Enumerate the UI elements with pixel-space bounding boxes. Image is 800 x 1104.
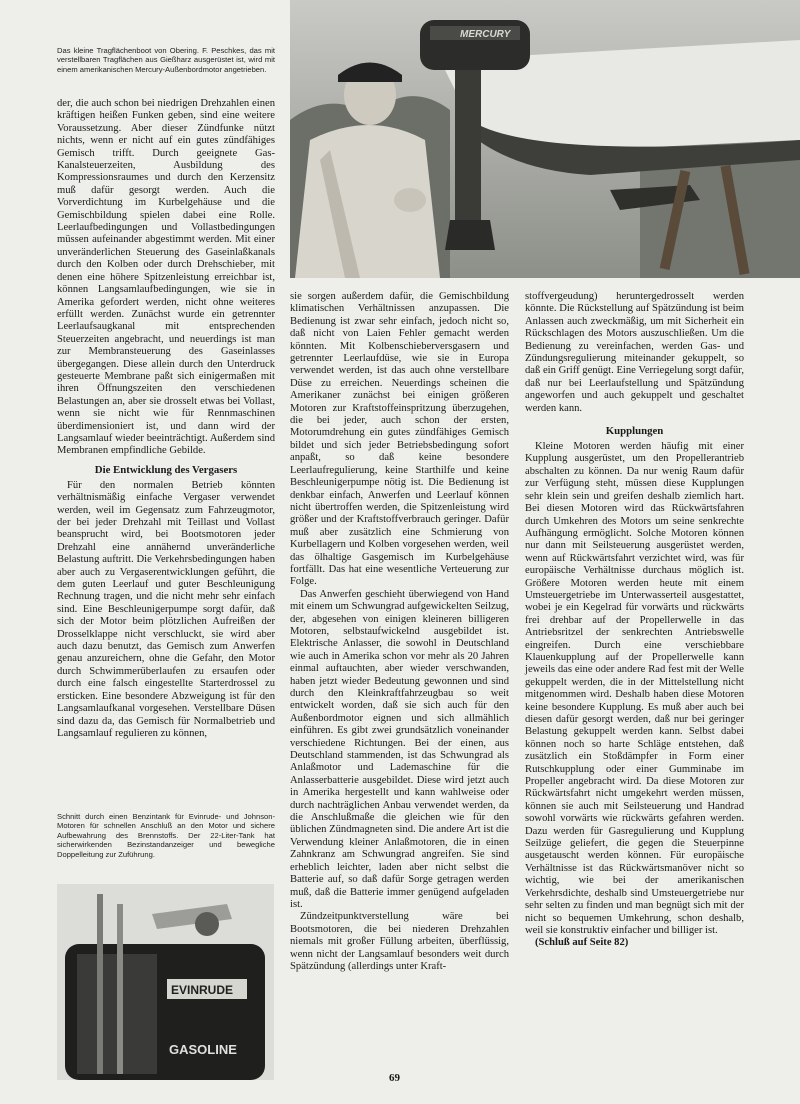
heading-vergaser: Die Entwicklung des Vergasers [94,463,238,476]
column-2-paragraph-3: Zündzeitpunktverstellung wäre bei Bootsmotoren, die bei niederen Drehzahlen niemals mit großer Füllung arbeiten, überflüssig, wenn nicht der Langsamlauf besonders weit durch Spätzündung (allerdings unter Kraft- [290,911,509,972]
column-3-paragraph-2: Kleine Motoren werden häufig mit einer Kupplung ausgerüstet, um den Propellerantrieb abschalten zu können. Da nur wenig Raum dafür zur Verfügung steht, müssen diese Kupplungen sehr klein sein und greifen deshalb ziemlich hart. Bei diesen Motoren wird das Rückwärtsfahren durch Umkehren des Motors um seine senkrechte Aufhängung ermöglicht. Solche Motoren können nur dann mit Seilsteuerung ausgerüstet werden, wenn auf Rückwärtsfahrt verzichtet wird, was für europäische Verhältnisse durchaus möglich ist. Größere Motoren werden heute mit einem Umsteuergetriebe im Unterwasserteil ausgestattet, wobei je ein Kegelrad für vorwärts und rückwärts frei drehbar auf der Propellerwelle in das Antriebsritzel der senkrechten Antriebswelle eingreifen. Durch eine verschiebbare Klauenkupplung auf der Propellerwelle kann jeweils das eine oder andere Rad fest mit der Welle gekuppelt werden, die in der Mittelstellung nicht mitgenommen wird. Deshalb haben diese Motoren keine besondere Kupplung. Es muß aber auch bei diesen dafür gesorgt werden, daß nur bei geringer Belastung gekuppelt werden kann. Selbst dabei können noch so harte Schläge entstehen, daß zusätzlich ein Stoßdämpfer in Form einer Rutschkupplung oder einer Gumminabe im Propeller angebracht wird. Da diese Motoren zur Rückwärtsfahrt nicht umgekehrt werden müssen, können sie auch mit Seilsteuerung und Handrad sowohl vorwärts wie rückwärts gefahren werden. Dazu werden für Gasregulierung und Kupplung Seilzüge geliefert, die gegen die Steuerpinne ausgetauscht werden können. Für europäische Verhältnisse ist das Rückwärtsmanöver nicht so wichtig, wie bei der amerikanischen Verkehrsdichte, deshalb sind Umsteuergetriebe nur sehr selten zu finden und man begnügt sich mit der nicht so bequemen Umkehrung, schon deshalb, weil sie konstruktiv einfacher und billiger ist. [525,441,744,936]
tank-brand-text: EVINRUDE [171,983,234,997]
continuation-reference: (Schluß auf Seite 82) [535,937,629,949]
column-2-paragraph-2: Das Anwerfen geschieht überwiegend von Hand mit einem um Schwungrad aufgewickelten Seilzug, der, abgesehen von einigen kleineren billigeren Motoren, selbstaufwickelnd ausgebildet ist. Elektrische Anlasser, die sowohl in Deutschland wie auch in Amerika schon vor mehr als 20 Jahren einmal auftauchten, aber wieder verschwanden, haben jetzt wieder Bedeutung gewonnen und sind durch den Kleinkraftfahrzeugbau so weit entwickelt worden, daß sie sich auch für den Außenbordmotor eignen und sich allmählich einführen. Es gibt zwei grundsätzlich voneinander verschiedene Richtungen. Bei der einen, aus Deutschland stammenden, ist das Schwungrad als Anlaßmotor und Lademaschine für die Anlasserbatterie ausgebildet. Diese wird jetzt auch in Amerika hergestellt und kann wahlweise oder durch nachträglichen Anbau verwendet werden, da die Anschlußmaße die gleichen wie für den üblichen Zündmagneten sind. Die andere Art ist die Verwendung kleiner Anlaßmotoren, die in einen Zahnkranz am Schwungrad angreifen. Sie sind erheblich leichter, laden aber nicht selbst die Batterie auf, so daß dafür Sorge getragen werden muß, daß die Batterie immer genügend aufgeladen ist. [290,588,509,910]
motor-brand-text: MERCURY [460,29,511,40]
column-2-paragraph-1: sie sorgen außerdem dafür, die Gemischbildung klimatischen Verhältnissen anzupassen. Die Bedienung ist zwar sehr einfach, jedoch nicht so, daß nicht von Laien Fehler gemacht werden könnten. Mit Kolbenschieberversgasern und getrennter Leerlaufdüse, wie sie in Europa verwendet werden, ist das auch ohne verstellbare Düse zu erreichen. Neuerdings scheinen die Amerikaner zunächst bei einigen größeren Motoren zur Kraftstoffeinspritzung überzugehen, die bei jeder, auch schon der ersten, Motorumdrehung ein gutes zündfähiges Gemisch bildet und sich jeder Betriebsbedingung sofort anpaßt, so daß keine besondere Leerlaufregulierung, keine Starthilfe und keine Beschleunigerpumpe nötig ist. Die Bedienung ist denkbar einfach, Anwerfen und Leerlauf können nicht übertroffen werden, die Spitzenleistung wird größer und der Kraftstoffverbrauch geringer. Dafür muß aber zusätzlich eine Schmierung von Kurbellagern und Kolben vorgesehen werden, weil das ölhaltige Gasgemisch im Kurbelgehäuse fortfällt. Das hat eine wesentliche Verteuerung zur Folge. [290,291,509,588]
tank-gasoline-label: GASOLINE [169,1042,237,1057]
top-photo-caption: Das kleine Tragflächenboot von Obering. F. Peschkes, das mit verstellbaren Tragflächen aus Gießharz ausgerüstet ist, wird mit einem amerikanischen Mercury-Außenbordmotor angetrieben. [57,46,275,74]
fuel-tank-photo [57,884,274,1080]
column-1 [57,98,275,740]
outboard-motor-illustration [290,0,800,278]
column-2 [290,291,509,973]
outboard-motor-photo [290,0,800,278]
column-3-paragraph-1: stoffvergeudung) heruntergedrosselt werden könnte. Die Rückstellung auf Spätzündung ist beim Anlassen auch zweckmäßig, um mit Sicherheit ein Rückschlagen des Motors auszuschließen. Um die Bedienung zu vereinfachen, werden Gas- und Zündungsregulierung miteinander gekuppelt, so daß ein Griff genügt. Eine Verriegelung sorgt dafür, daß nur bei Leerlaufstellung und Spätzündung angeworfen und auch gekuppelt und geschaltet werden kann. [525,291,744,414]
bottom-photo-caption: Schnitt durch einen Benzintank für Evinrude- und Johnson-Motoren für schnellen Anschluß an den Motor und sichere Aufbewahrung des Brennstoffs. Der 22-Liter-Tank hat sicherwirkenden Bezinstandanzeiger und bewegliche Doppelleitung zur Zuführung. [57,812,275,859]
column-1-paragraph-2: Für den normalen Betrieb könnten verhältnismäßig einfache Vergaser verwendet werden, weil im Gegensatz zum Fahrzeugmotor, der bei jeder Drehzahl mit Teillast und Vollast beansprucht wird, bei Bootsmotoren jeder Drehzahl eine annähernd unveränderliche Belastung auftritt. Die Verkehrsbedingungen haben aber auch zu Vergaserentwicklungen geführt, die dem guten Leerlauf und guter Beschleunigung Rechnung tragen, und die nicht mehr sehr einfach sind. Eine Beschleunigerpumpe sorgt dafür, daß sich der Motor beim plötzlichen Aufreißen der Drosselklappe nicht verschluckt, sie wird aber auch dazu benutzt, das Gemisch zum Anwerfen genau anzureichern, ohne die Gefahr, den Motor durch Schwimmerüberlaufen zu ersaufen oder durch eine falsch eingestellte Starterdrossel zu ersticken. Eine besondere Abzweigung ist für den Langsamlaufkanal vorgesehen. Verstellbare Düsen sind dazu da, das Gemisch für Normalbetrieb und Langsamlauf regulieren zu können, [57,479,275,739]
column-1-paragraph-1: der, die auch schon bei niedrigen Drehzahlen einen kräftigen heißen Funken geben, sind eine weitere Voraussetzung. Aber dieser Zündfunke nützt nichts, wenn er nicht auf ein gutes zündfähiges Gemisch trifft. Durch geeignete Gas-Kanalsteuerzeiten, Ausbildung des Kompressionsraumes und durch den Kerzensitz muß dafür gesorgt werden. Auch die Vorverdichtung im Kurbelgehäuse und die Gemischbildung spielen dabei eine Rolle. Leerlaufbedingungen und Vollastbedingungen müssen aufeinander abgestimmt werden. Mit einer unveränderlichen Steuerung des Gaseinlaßkanals durch den Kolben oder durch Drehschieber, mit denen eine höhere Spitzenleistung erreichbar ist, können Langsamlaufbedingungen, wie sie in Amerika gefordert werden, nicht ohne weiteres erfüllt werden. Zunächst wurde ein getrennter Leerlaufsaugkanal mit entsprechenden Steuerzeiten angebracht, und neuerdings ist man zur Membransteuerung des Gaseinlasses übergegangen. Diese allein durch den Unterdruck gesteuerte Membrane paßt sich einigermaßen mit ihren Öffnungszeiten den verschiedenen Belastungen an, aber sie drosselt etwas bei Vollast, wenn sie nicht wie für Rennmaschinen überdimensioniert ist, und dann wird der Langsamlauf wieder beeinträchtigt. Außerdem sind Membranen empfindliche Gebilde. [57,98,275,457]
page-number: 69 [389,1072,400,1084]
fuel-tank-illustration [57,884,274,1080]
column-3 [525,291,744,950]
heading-kupplungen: Kupplungen [605,425,664,438]
